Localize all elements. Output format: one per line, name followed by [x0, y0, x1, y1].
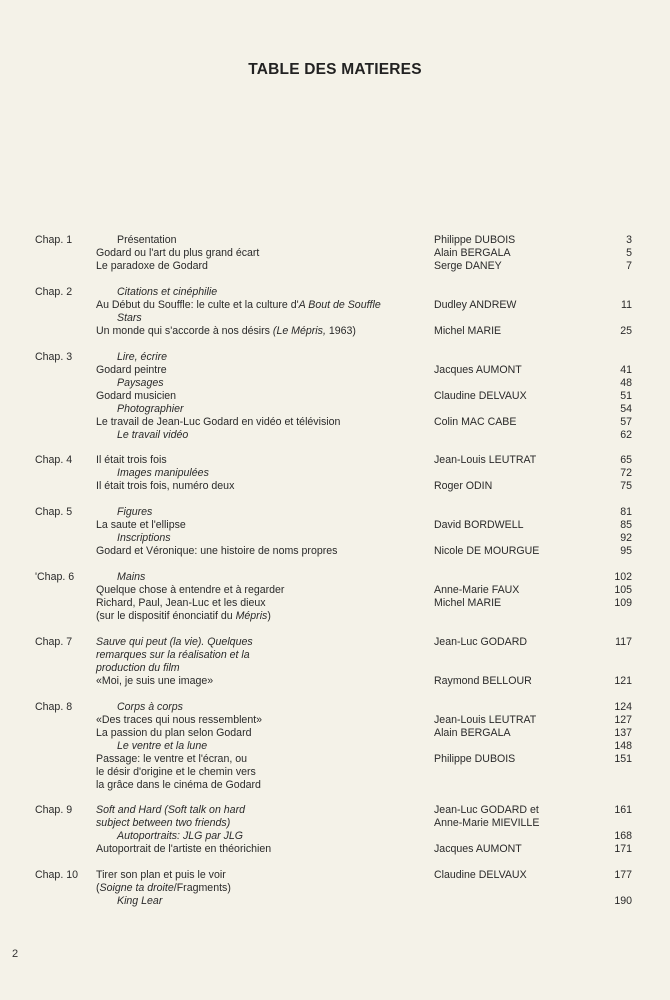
- chapter-label: Chap. 10: [35, 869, 78, 882]
- entry-title-part: Autoportrait de l'artiste en théorichien: [96, 843, 272, 856]
- entry-title-part: Citations et cinéphilie: [117, 285, 218, 298]
- entry-title: [96, 247, 259, 260]
- entry-title: [96, 766, 256, 779]
- toc-row: [0, 662, 670, 675]
- entry-page-number: 190: [614, 895, 632, 908]
- toc-row: [0, 390, 670, 403]
- entry-title-part: Le travail vidéo: [117, 428, 189, 441]
- entry-author: Nicole DE MOURGUE: [434, 545, 540, 558]
- toc-row: [0, 714, 670, 727]
- page-title: TABLE DES MATIERES: [248, 61, 422, 78]
- toc-row: [0, 364, 670, 377]
- entry-page-number: 171: [614, 843, 632, 856]
- entry-title: [96, 869, 226, 882]
- entry-author: Jean-Luc GODARD et: [434, 804, 539, 817]
- entry-title-part: le désir d'origine et le chemin vers: [96, 765, 256, 778]
- toc-row: [0, 649, 670, 662]
- entry-author: Philippe DUBOIS: [434, 752, 516, 765]
- entry-title: [96, 714, 262, 727]
- toc-row: [0, 454, 670, 467]
- entry-title: [96, 545, 337, 558]
- entry-title: [96, 843, 271, 856]
- entry-title: [117, 701, 183, 714]
- entry-title: [96, 675, 213, 688]
- entry-author: Colin MAC CABE: [434, 415, 517, 428]
- entry-page-number: 151: [614, 752, 632, 765]
- entry-page-number: 127: [614, 713, 632, 726]
- toc-row: [0, 234, 670, 247]
- entry-title-part: «Moi, je suis une image»: [96, 674, 214, 687]
- entry-page-number: 57: [620, 415, 632, 428]
- entry-author: Jacques AUMONT: [434, 843, 522, 856]
- entry-title: [96, 584, 284, 597]
- entry-title: [96, 882, 231, 895]
- section-gap: [0, 273, 670, 286]
- entry-title: [117, 532, 171, 545]
- entry-title: [117, 312, 142, 325]
- entry-title-part: Lire, écrire: [117, 350, 168, 363]
- entry-title-part: (sur le dispositif énonciatif du: [96, 609, 236, 622]
- entry-title-part: Quelque chose à entendre et à regarder: [96, 583, 285, 596]
- toc-row: [0, 701, 670, 714]
- chapter-label: Chap. 5: [35, 506, 73, 519]
- entry-title-part: Godard peintre: [96, 363, 167, 376]
- toc-row: [0, 882, 670, 895]
- entry-title-part: /Fragments): [173, 882, 231, 895]
- entry-title-part: Godard musicien: [96, 389, 177, 402]
- entry-author: Michel MARIE: [434, 596, 502, 609]
- entry-title: [96, 260, 208, 273]
- entry-author: Anne-Marie MIEVILLE: [434, 817, 540, 830]
- entry-title: [117, 895, 162, 908]
- entry-title-part: subject between two friends): [96, 817, 231, 830]
- entry-title-part: La saute et l'ellipse: [96, 519, 186, 532]
- toc-row: [0, 727, 670, 740]
- entry-author: Jean-Louis LEUTRAT: [434, 454, 537, 467]
- section-gap: [0, 688, 670, 701]
- entry-title: [96, 753, 247, 766]
- entry-title: [96, 649, 250, 662]
- entry-title-part: Le paradoxe de Godard: [96, 260, 208, 272]
- entry-title-part: Il était trois fois: [96, 454, 167, 467]
- entry-page-number: 72: [620, 467, 632, 480]
- chapter-label: Chap. 8: [35, 700, 73, 713]
- entry-title: [96, 779, 261, 792]
- chapter-label: Chap. 3: [35, 350, 73, 363]
- entry-title: [117, 377, 164, 390]
- toc-row: [0, 247, 670, 260]
- entry-title-part: (Le Mépris,: [272, 324, 326, 337]
- entry-title: [96, 804, 245, 817]
- entry-page-number: 124: [614, 700, 632, 713]
- entry-title-part: Le ventre et la lune: [117, 739, 208, 752]
- entry-page-number: 65: [620, 454, 632, 467]
- entry-page-number: 75: [620, 480, 632, 493]
- entry-page-number: 177: [614, 869, 632, 882]
- entry-title-part: Un monde qui s'accorde à nos désirs: [96, 324, 273, 337]
- entry-author: Claudine DELVAUX: [434, 389, 527, 402]
- entry-page-number: 5: [626, 247, 632, 259]
- toc-row: [0, 597, 670, 610]
- entry-page-number: 109: [614, 596, 632, 609]
- chapter-label: Chap. 4: [35, 454, 73, 467]
- entry-title-part: (: [96, 882, 100, 895]
- entry-title-part: Mépris: [235, 609, 268, 622]
- entry-title: [117, 351, 167, 364]
- entry-title-part: ): [267, 609, 271, 622]
- entry-page-number: 48: [620, 376, 632, 389]
- entry-author: Alain BERGALA: [434, 247, 511, 259]
- toc-row: [0, 869, 670, 882]
- toc-row: [0, 429, 670, 442]
- section-gap: [0, 856, 670, 869]
- entry-title: [117, 234, 176, 247]
- toc-row: [0, 610, 670, 623]
- entry-page-number: 121: [614, 674, 632, 687]
- entry-title-part: Corps à corps: [117, 700, 183, 713]
- entry-page-number: 85: [620, 519, 632, 532]
- entry-title: [96, 610, 271, 623]
- entry-page-number: 11: [621, 298, 632, 311]
- entry-title: [117, 506, 152, 519]
- section-gap: [0, 338, 670, 351]
- entry-page-number: 41: [620, 363, 632, 376]
- toc-row: [0, 830, 670, 843]
- entry-title-part: la grâce dans le cinéma de Godard: [96, 778, 261, 791]
- entry-author: Raymond BELLOUR: [434, 674, 532, 687]
- chapter-label: Chap. 9: [35, 804, 73, 817]
- entry-page-number: 161: [614, 804, 632, 817]
- entry-title-part: Images manipulées: [117, 467, 209, 480]
- toc-row: [0, 636, 670, 649]
- toc-row: [0, 766, 670, 779]
- entry-author: Alain BERGALA: [434, 726, 511, 739]
- entry-title-part: King Lear: [117, 895, 163, 908]
- section-gap: [0, 493, 670, 506]
- entry-author: Roger ODIN: [434, 480, 493, 493]
- entry-title: [96, 325, 356, 338]
- toc-row: [0, 584, 670, 597]
- toc-row: [0, 480, 670, 493]
- entry-author: Claudine DELVAUX: [434, 869, 527, 882]
- entry-title: [96, 519, 186, 532]
- entry-title: [117, 571, 145, 584]
- toc-row: [0, 351, 670, 364]
- entry-title-part: Soigne ta droite: [99, 882, 174, 895]
- entry-page-number: 95: [620, 545, 632, 558]
- entry-title: [117, 403, 184, 416]
- toc-row: [0, 843, 670, 856]
- entry-title-part: 1963): [325, 324, 356, 337]
- entry-title-part: «Des traces qui nous ressemblent»: [96, 713, 263, 726]
- toc-row: [0, 779, 670, 792]
- entry-title-part: Stars: [117, 311, 142, 324]
- entry-title-part: Photographier: [117, 402, 184, 415]
- entry-title-part: Mains: [117, 570, 146, 583]
- entry-author: Jean-Louis LEUTRAT: [434, 713, 537, 726]
- toc-row: [0, 467, 670, 480]
- entry-title-part: Godard ou l'art du plus grand écart: [96, 247, 260, 259]
- entry-page-number: 7: [626, 260, 632, 272]
- chapter-label: Chap. 7: [35, 635, 73, 648]
- entry-page-number: 54: [620, 402, 632, 415]
- toc-row: [0, 286, 670, 299]
- entry-author: Philippe DUBOIS: [434, 234, 516, 246]
- entry-author: Serge DANEY: [434, 260, 502, 272]
- toc-row: [0, 403, 670, 416]
- entry-title: [96, 817, 230, 830]
- entry-page-number: 105: [614, 583, 632, 596]
- entry-page-number: 148: [614, 739, 632, 752]
- toc-row: [0, 325, 670, 338]
- chapter-label: Chap. 1: [35, 234, 73, 246]
- entry-title-part: remarques sur la réalisation et la: [96, 648, 250, 661]
- table-of-contents: [0, 234, 670, 908]
- entry-title: [117, 740, 207, 753]
- toc-row: [0, 377, 670, 390]
- page-number: 2: [12, 948, 19, 960]
- entry-title: [96, 299, 381, 312]
- entry-title-part: Tirer son plan et puis le voir: [96, 869, 226, 882]
- entry-page-number: 25: [620, 324, 632, 337]
- entry-title: [96, 454, 167, 467]
- entry-page-number: 62: [620, 428, 632, 441]
- entry-title-part: A Bout de Souffle: [298, 298, 381, 311]
- toc-row: [0, 675, 670, 688]
- entry-title: [117, 467, 209, 480]
- entry-author: Jean-Luc GODARD: [434, 635, 528, 648]
- entry-title-part: Godard et Véronique: une histoire de noms propres: [96, 545, 338, 558]
- section-gap: [0, 442, 670, 455]
- toc-row: [0, 804, 670, 817]
- toc-row: [0, 895, 670, 908]
- entry-title: [96, 390, 176, 403]
- entry-page-number: 137: [614, 726, 632, 739]
- entry-page-number: 3: [626, 234, 632, 246]
- entry-title-part: Inscriptions: [117, 532, 171, 545]
- entry-title-part: Le travail de Jean-Luc Godard en vidéo et télévision: [96, 415, 341, 428]
- entry-page-number: 117: [615, 635, 632, 648]
- entry-title: [117, 286, 217, 299]
- entry-title-part: Sauve qui peut (la vie). Quelques: [96, 635, 253, 648]
- entry-title-part: Il était trois fois, numéro deux: [96, 480, 235, 493]
- chapter-label: Chap. 2: [35, 285, 73, 298]
- entry-title: [96, 636, 253, 649]
- toc-row: [0, 545, 670, 558]
- section-gap: [0, 623, 670, 636]
- entry-author: David BORDWELL: [434, 519, 524, 532]
- entry-author: Dudley ANDREW: [434, 298, 517, 311]
- entry-author: Anne-Marie FAUX: [434, 583, 520, 596]
- entry-page-number: 102: [614, 570, 632, 583]
- entry-title: [96, 597, 266, 610]
- entry-author: Jacques AUMONT: [434, 363, 522, 376]
- entry-title: [96, 727, 252, 740]
- toc-row: [0, 416, 670, 429]
- entry-author: Michel MARIE: [434, 324, 502, 337]
- entry-page-number: 92: [620, 532, 632, 545]
- toc-row: [0, 740, 670, 753]
- entry-title: [96, 364, 167, 377]
- section-gap: [0, 792, 670, 805]
- entry-title: [117, 830, 243, 843]
- chapter-label: 'Chap. 6: [35, 570, 75, 583]
- entry-title-part: Figures: [117, 506, 153, 519]
- section-gap: [0, 558, 670, 571]
- entry-page-number: 81: [620, 506, 632, 519]
- toc-row: [0, 817, 670, 830]
- toc-row: [0, 571, 670, 584]
- entry-title-part: Autoportraits: JLG par JLG: [117, 830, 244, 843]
- entry-title: [96, 480, 234, 493]
- toc-row: [0, 260, 670, 273]
- entry-title-part: production du film: [96, 661, 180, 674]
- entry-title-part: Passage: le ventre et l'écran, ou: [96, 752, 248, 765]
- entry-title: [96, 416, 340, 429]
- entry-title-part: Richard, Paul, Jean-Luc et les dieux: [96, 596, 266, 609]
- toc-row: [0, 506, 670, 519]
- entry-title-part: Soft and Hard (Soft talk on hard: [96, 804, 245, 817]
- entry-page-number: 168: [614, 830, 632, 843]
- toc-row: [0, 532, 670, 545]
- toc-row: [0, 519, 670, 532]
- entry-title: [117, 429, 188, 442]
- entry-page-number: 51: [620, 389, 632, 402]
- entry-title: [96, 662, 180, 675]
- entry-title-part: Présentation: [117, 234, 177, 246]
- entry-title-part: La passion du plan selon Godard: [96, 726, 252, 739]
- entry-title-part: Paysages: [117, 376, 164, 389]
- toc-row: [0, 312, 670, 325]
- toc-row: [0, 299, 670, 312]
- entry-title-part: Au Début du Souffle: le culte et la culture d': [96, 298, 299, 311]
- toc-row: [0, 753, 670, 766]
